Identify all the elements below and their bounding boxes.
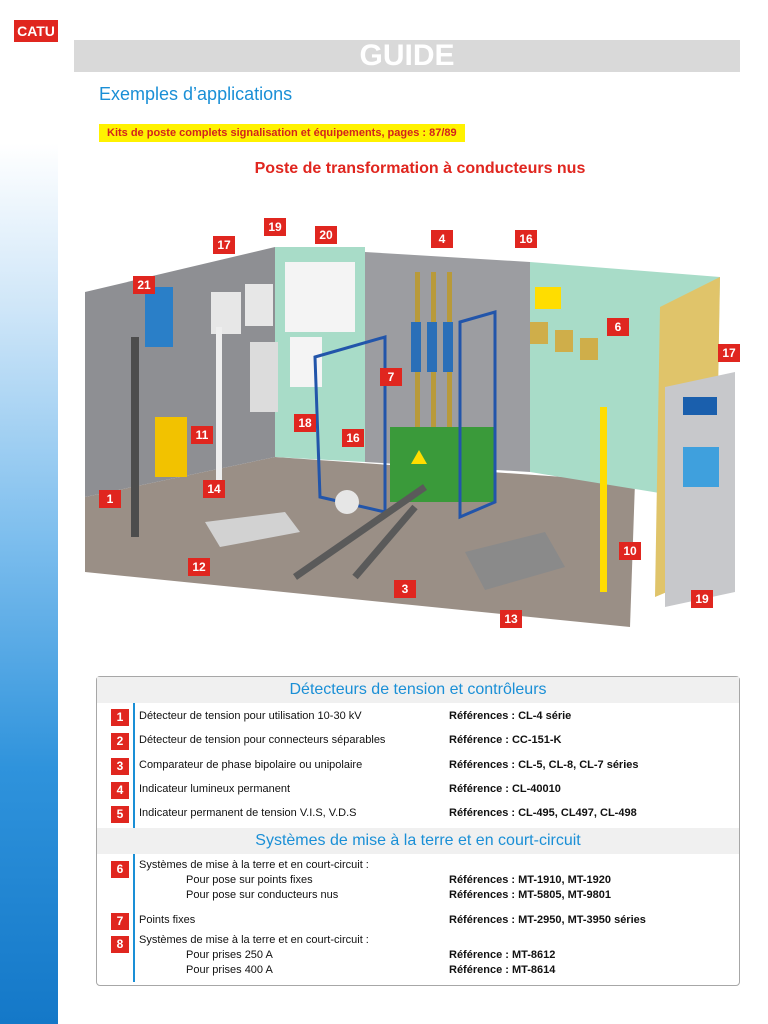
poster-19 bbox=[245, 284, 273, 326]
callout-17b: 17 bbox=[718, 344, 740, 362]
sidebar-band bbox=[0, 0, 58, 1024]
callout-6: 6 bbox=[607, 318, 629, 336]
callout-19b: 19 bbox=[691, 590, 713, 608]
floor bbox=[85, 457, 635, 627]
warning-sign bbox=[535, 287, 561, 309]
poster-17 bbox=[211, 292, 241, 334]
row-number: 8 bbox=[111, 936, 129, 953]
pole-10 bbox=[600, 407, 607, 592]
row-ref: Références : MT-2950, MT-3950 séries bbox=[449, 914, 646, 926]
row-sub: Pour pose sur points fixes bbox=[186, 874, 313, 886]
diagram-caption: Poste de transformation à conducteurs nus bbox=[254, 160, 586, 177]
callout-11: 11 bbox=[191, 426, 213, 444]
callout-19a: 19 bbox=[264, 218, 286, 236]
row-desc: Systèmes de mise à la terre et en court-circuit : bbox=[139, 859, 369, 871]
row-sub: Pour prises 400 A bbox=[186, 964, 273, 976]
door-poster bbox=[683, 447, 719, 487]
callout-18: 18 bbox=[294, 414, 316, 432]
row-sub: Pour prises 250 A bbox=[186, 949, 273, 961]
row-desc: Indicateur permanent de tension V.I.S, V.D.S bbox=[139, 807, 357, 819]
row-number: 1 bbox=[111, 709, 129, 726]
row-number: 5 bbox=[111, 806, 129, 823]
comparator-head bbox=[335, 490, 359, 514]
transformer bbox=[390, 427, 495, 502]
pole-14 bbox=[216, 327, 222, 492]
callout-1: 1 bbox=[99, 490, 121, 508]
detector-pole-1 bbox=[131, 337, 139, 537]
row-sub: Pour pose sur conducteurs nus bbox=[186, 889, 339, 901]
insulator-3 bbox=[443, 322, 453, 372]
reference-panel bbox=[96, 676, 740, 986]
insulator-2 bbox=[427, 322, 437, 372]
callout-20: 20 bbox=[315, 226, 337, 244]
callout-10: 10 bbox=[619, 542, 641, 560]
row-number: 2 bbox=[111, 733, 129, 750]
row-ref: Références : CL-4 série bbox=[449, 710, 572, 722]
page-subtitle: Exemples d’applications bbox=[99, 84, 293, 104]
callout-13: 13 bbox=[500, 610, 522, 628]
row-ref: Références : MT-1910, MT-1920 bbox=[449, 874, 612, 886]
row-desc: Détecteur de tension pour utilisation 10-30 kV bbox=[139, 710, 362, 722]
row-desc: Comparateur de phase bipolaire ou unipolaire bbox=[139, 759, 363, 771]
callout-16a: 16 bbox=[515, 230, 537, 248]
row-desc: Points fixes bbox=[139, 914, 196, 926]
row-desc: Détecteur de tension pour connecteurs séparables bbox=[139, 734, 386, 746]
section2-rule bbox=[133, 854, 135, 982]
row-desc: Indicateur lumineux permanent bbox=[139, 783, 291, 795]
catu-logo: CATU bbox=[14, 20, 58, 42]
section2-title: Systèmes de mise à la terre et en court-circuit bbox=[97, 828, 739, 854]
section1-rule bbox=[133, 703, 135, 828]
clamp-2 bbox=[555, 330, 573, 352]
row-ref: Références : CL-5, CL-8, CL-7 séries bbox=[449, 759, 639, 771]
row-number: 7 bbox=[111, 913, 129, 930]
row-ref: Référence : MT-8612 bbox=[449, 949, 556, 961]
guide-title: GUIDE bbox=[74, 40, 740, 72]
equipment-bag-21 bbox=[145, 287, 173, 347]
row-desc: Systèmes de mise à la terre et en court-circuit : bbox=[139, 934, 369, 946]
row-ref: Références : CL-495, CL497, CL-498 bbox=[449, 807, 637, 819]
section1-title: Détecteurs de tension et contrôleurs bbox=[97, 677, 739, 703]
callout-4: 4 bbox=[431, 230, 453, 248]
door-sign bbox=[683, 397, 717, 415]
poster-wall bbox=[250, 342, 278, 412]
callout-21: 21 bbox=[133, 276, 155, 294]
row-number: 4 bbox=[111, 782, 129, 799]
insulator-1 bbox=[411, 322, 421, 372]
callout-3: 3 bbox=[394, 580, 416, 598]
callout-17a: 17 bbox=[213, 236, 235, 254]
substation-illustration bbox=[75, 212, 755, 662]
poster-20 bbox=[285, 262, 355, 332]
kit-note: Kits de poste complets signalisation et équipements, pages : 87/89 bbox=[99, 124, 465, 142]
row-ref: Référence : CC-151-K bbox=[449, 734, 562, 746]
callout-14: 14 bbox=[203, 480, 225, 498]
yellow-case-11 bbox=[155, 417, 187, 477]
callout-12: 12 bbox=[188, 558, 210, 576]
clamp-3 bbox=[580, 338, 598, 360]
row-ref: Référence : MT-8614 bbox=[449, 964, 556, 976]
row-ref: Référence : CL-40010 bbox=[449, 783, 561, 795]
clamp-1 bbox=[530, 322, 548, 344]
callout-16b: 16 bbox=[342, 429, 364, 447]
row-number: 3 bbox=[111, 758, 129, 775]
row-ref: Références : MT-5805, MT-9801 bbox=[449, 889, 612, 901]
callout-7: 7 bbox=[380, 368, 402, 386]
row-number: 6 bbox=[111, 861, 129, 878]
